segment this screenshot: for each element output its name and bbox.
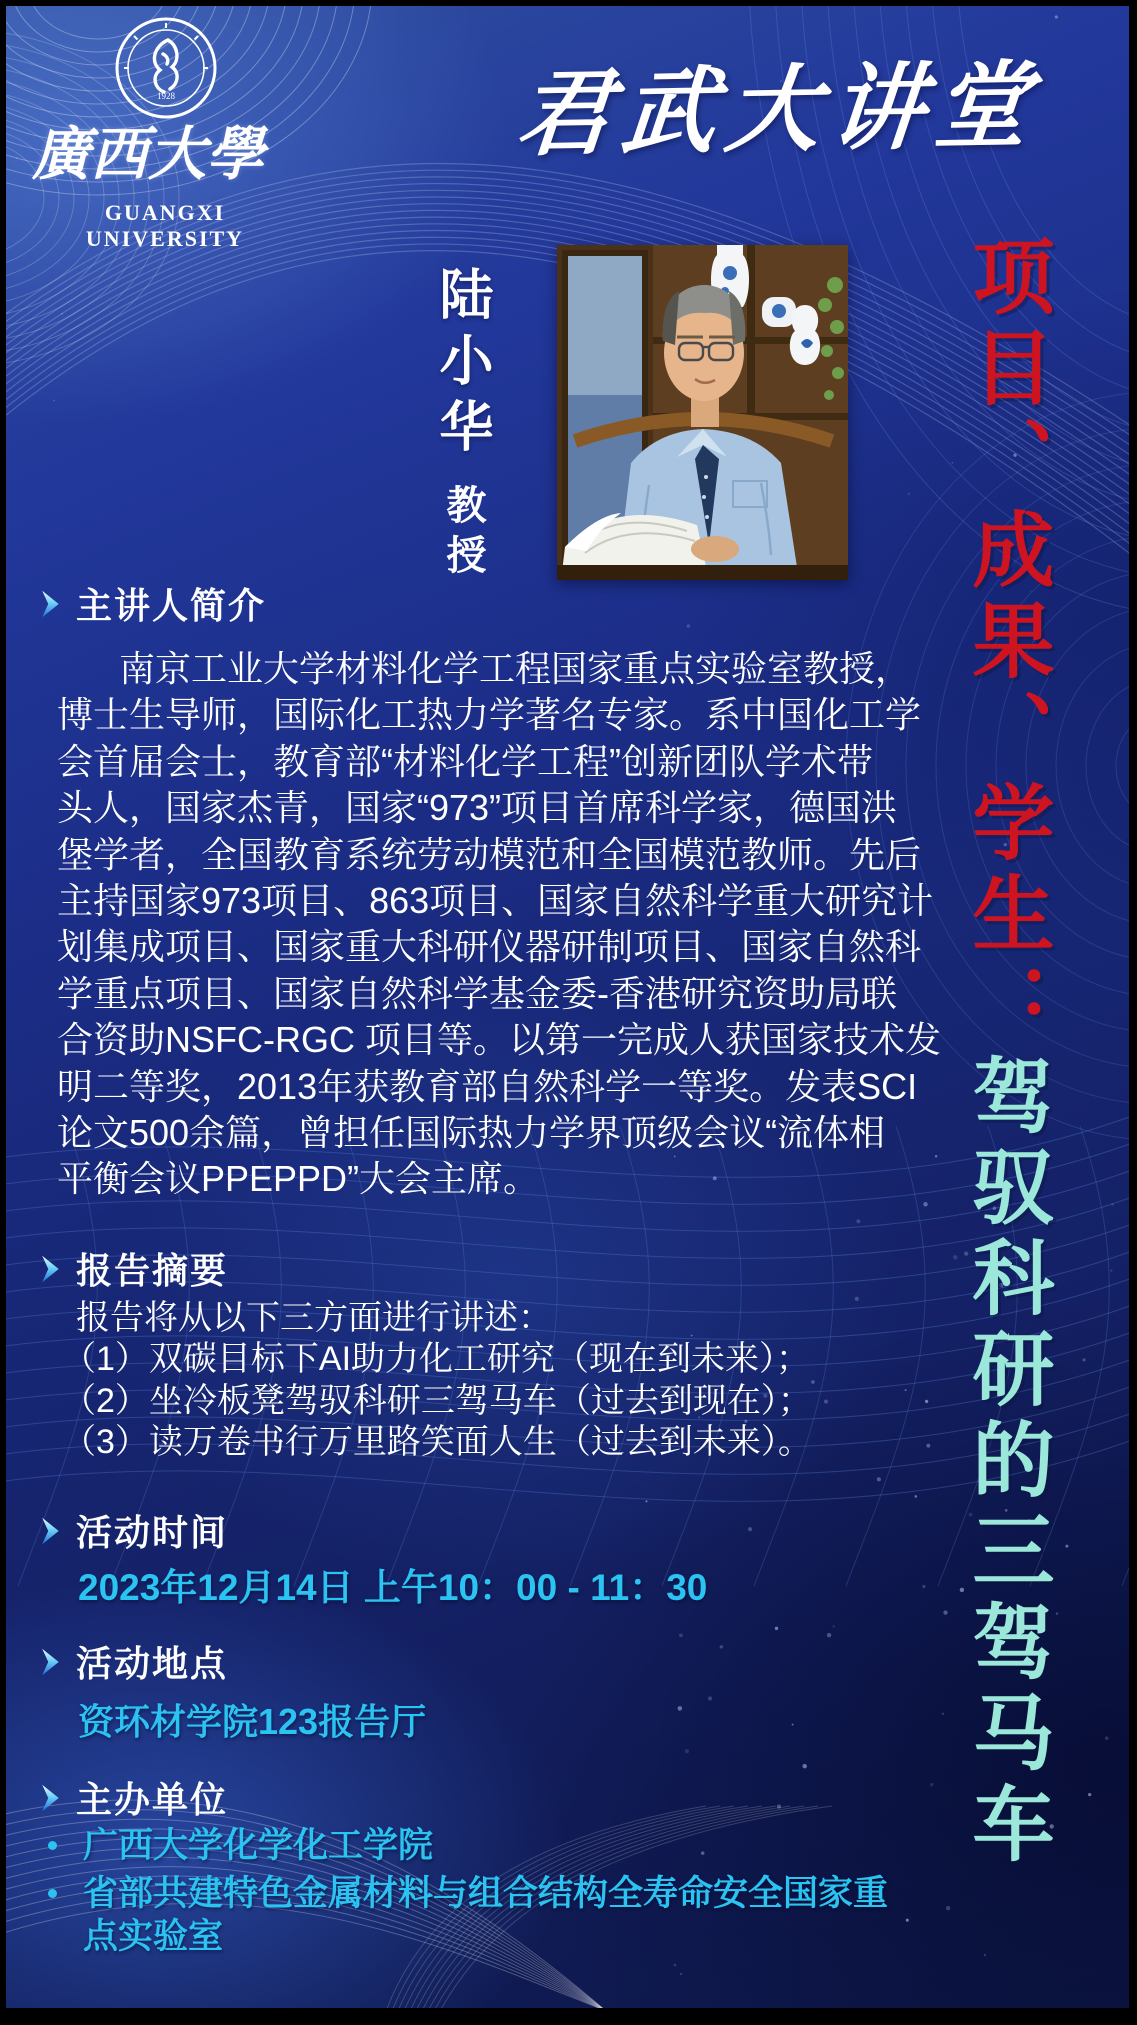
bio-line: 堡学者，全国教育系统劳动模范和全国模范教师。先后 <box>57 833 922 875</box>
speaker-degree: 教授 <box>441 484 485 584</box>
abstract-intro: 报告将从以下三方面进行讲述： <box>76 1299 552 1337</box>
section-time-heading <box>40 1505 228 1556</box>
speaker-photo <box>557 245 848 580</box>
event-time: 2023年12月14日 上午10：00 - 11：30 <box>78 1567 708 1608</box>
organizer-name: 省部共建特色金属材料与组合结构全寿命安全国家重点实验室 <box>83 1874 889 1956</box>
section-location-heading <box>40 1636 228 1687</box>
abstract-body <box>62 1298 812 1464</box>
bio-line: 合资助NSFC-RGC 项目等。以第一完成人获国家技术发 <box>57 1019 941 1061</box>
bio-line: 明二等奖，2013年获教育部自然科学一等奖。发表SCI <box>57 1065 918 1107</box>
speaker-name: 陆小华 <box>432 266 492 464</box>
bio-line: 论文500余篇，曾担任国际热力学界顶级会议“流体相 <box>57 1112 886 1154</box>
chevron-icon <box>40 1516 62 1546</box>
bio-line: 学重点项目、国家自然科学基金委-香港研究资助局联 <box>57 972 897 1014</box>
abstract-heading-text: 报告摘要 <box>76 1250 229 1291</box>
poster <box>6 6 1129 2008</box>
time-heading-text: 活动时间 <box>76 1512 229 1553</box>
section-abstract-heading <box>40 1243 228 1294</box>
seal-phoenix-mark <box>154 40 177 92</box>
chevron-icon <box>40 1254 62 1284</box>
abstract-item: （1）双碳目标下AI助力化工研究（现在到未来）； <box>62 1340 811 1379</box>
bullet-icon <box>48 1841 57 1850</box>
bullet-icon <box>48 1889 57 1898</box>
university-seal-logo <box>114 16 218 120</box>
bio-line: 主持国家973项目、863项目、国家自然科学重大研究计 <box>57 880 934 922</box>
bio-line: 会首届会士，教育部“材料化学工程”创新团队学术带 <box>57 740 873 782</box>
lecture-series-title: 君武大讲堂 <box>512 50 1044 170</box>
university-name-en: GUANGXI UNIVERSITY <box>85 200 245 251</box>
university-name-cn-text: 廣西大學 <box>32 120 265 188</box>
location-heading-text: 活动地点 <box>76 1643 229 1684</box>
organizer-heading-text: 主办单位 <box>76 1779 229 1820</box>
chevron-icon <box>40 1783 62 1813</box>
organizer-item <box>42 1872 942 1958</box>
bio-line: 南京工业大学材料化学工程国家重点实验室教授， <box>119 648 912 689</box>
section-organizer-heading <box>40 1772 228 1823</box>
chevron-icon <box>40 589 62 619</box>
speaker-bio <box>57 646 977 1203</box>
abstract-item: （3）读万卷书行万里路笑面人生（过去到未来）。 <box>62 1423 812 1462</box>
university-name-cn <box>32 118 298 190</box>
side-slogan-teal: 驾驭科研的三驾马车 <box>961 1053 1052 1872</box>
chevron-icon <box>40 1647 62 1677</box>
organizer-item <box>42 1824 942 1867</box>
bio-line: 划集成项目、国家重大科研仪器研制项目、国家自然科 <box>57 926 922 968</box>
intro-heading-text: 主讲人简介 <box>76 585 267 626</box>
bio-line: 平衡会议PPEPPD”大会主席。 <box>57 1158 540 1200</box>
seal-year: 1928 <box>157 91 175 101</box>
abstract-item: （2）坐冷板凳驾驭科研三驾马车（过去到现在）； <box>62 1381 812 1420</box>
organizer-name: 广西大学化学化工学院 <box>83 1826 434 1865</box>
event-location: 资环材学院123报告厅 <box>78 1701 427 1742</box>
section-intro-heading <box>40 578 266 629</box>
side-slogan-red: 项目、成果、学生： <box>961 234 1052 1053</box>
organizer-list <box>42 1824 942 1963</box>
bio-line: 博士生导师，国际化工热力学著名专家。系中国化工学 <box>57 694 922 736</box>
bio-line: 头人，国家杰青，国家“973”项目首席科学家，德国洪 <box>57 787 898 829</box>
